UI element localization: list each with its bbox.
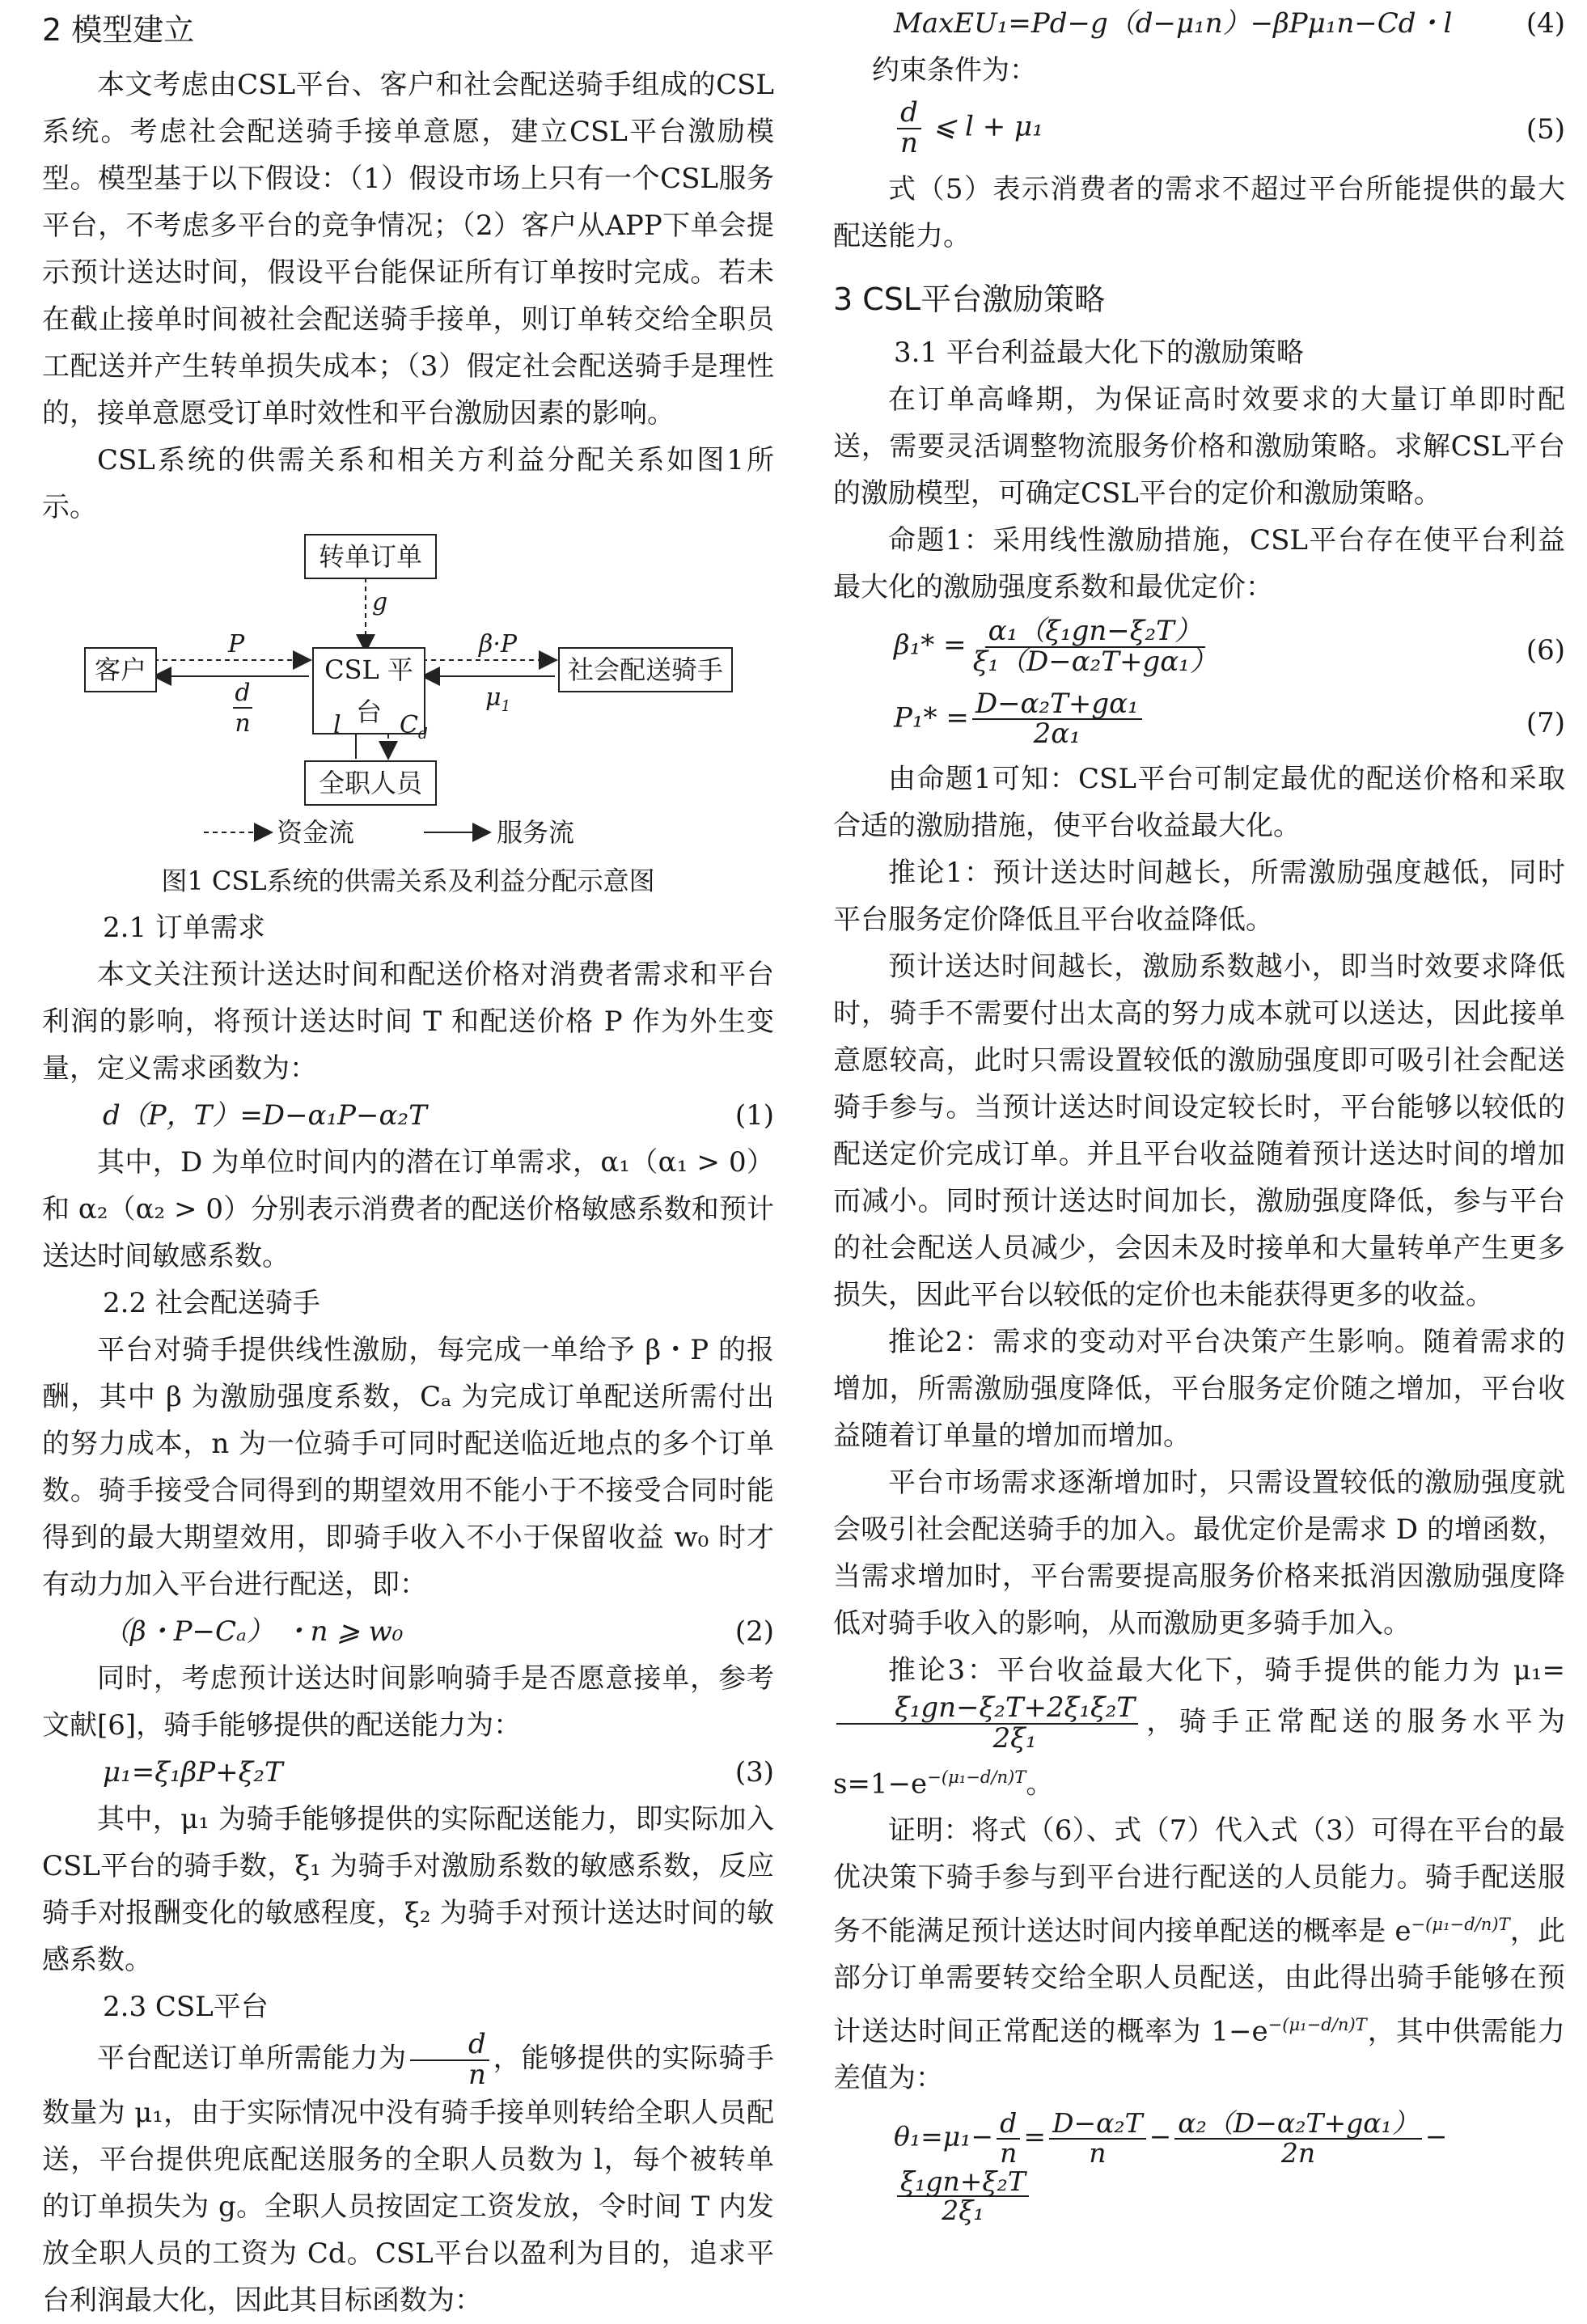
equation-8-f4-numerator: ξ₁gn+ξ₂T [897, 2168, 1029, 2198]
equation-8-fraction-1 [997, 2107, 1020, 2169]
equation-8-fraction-4 [897, 2165, 1029, 2227]
equation-6-fraction [970, 615, 1221, 679]
equation-8-minus-2: − [1424, 2121, 1448, 2153]
equation-8-lhs: θ₁=μ₁− [894, 2121, 994, 2153]
left-column [42, 0, 774, 2324]
equation-8-minus-1: − [1149, 2121, 1172, 2153]
label-d: d [233, 679, 252, 709]
section-2-2-paragraph-3: 其中，μ₁ 为骑手能够提供的实际配送能力，即实际加入CSL平台的骑手数，ξ₁ 为骑手对激励系数的敏感系数，反应骑手对报酬变化的敏感程度，ξ₂ 为骑手对预计送达时间的敏感系数。 [42, 1803, 774, 1976]
section-3-1-paragraph-1: 在订单高峰期，为保证高时效要求的大量订单即时配送，需要灵活调整物流服务价格和激励策略。求解CSL平台的激励模型，可确定CSL平台的定价和激励策略。 [833, 383, 1565, 510]
equation-1-body: d（P，T）=D−α₁P−α₂T [103, 1099, 427, 1132]
label-C-sub: d [417, 726, 428, 743]
fraction-numerator: d [410, 2030, 489, 2061]
equation-7-numerator: D−α₂T+gα₁ [972, 690, 1142, 721]
section-2-3-paragraph-1 [42, 2030, 774, 2324]
figure-1-caption: 图1 CSL系统的供需关系及利益分配示意图 [161, 866, 655, 896]
label-beta-P: β·P [479, 630, 518, 658]
corollary-3-text-a: 推论3：平台收益最大化下，骑手提供的能力为 μ₁= [888, 1654, 1565, 1687]
equation-2-number: (2) [734, 1615, 774, 1648]
equation-5-number: (5) [1526, 113, 1565, 146]
equation-7 [833, 684, 1565, 756]
equation-7-denominator: 2α₁ [1033, 718, 1081, 751]
section-3-title: 3 CSL平台激励策略 [833, 282, 1106, 318]
equation-8 [833, 2102, 1565, 2225]
equation-5-fraction [897, 96, 921, 159]
equation-8-f4-denominator: 2ξ₁ [942, 2195, 984, 2227]
corollary-3-denominator: 2ξ₁ [992, 1721, 1037, 1755]
label-Cd [400, 712, 428, 748]
equation-8-fraction-3 [1174, 2107, 1421, 2169]
equation-1-number: (1) [734, 1099, 774, 1132]
label-P: P [228, 630, 245, 658]
proof-text-3: ，其中供需能力差值为： [833, 2015, 1565, 2095]
label-mu: μ [485, 684, 501, 712]
intro-paragraph-1: 本文考虑由CSL平台、客户和社会配送骑手组成的CSL系统。考虑社会配送骑手接单意愿，建立CSL平台激励模型。模型基于以下假设：（1）假设市场上只有一个CSL服务平台，不考虑多平台的竞争情况；（2）客户从APP下单会提示预计送达时间，假设平台能保证所有订单按时完成。若未在截止接单时间被社会配送骑手接单，则订单转交给全职员工配送并产生转单损失成本；（3）假定社会配送骑手是理性的，接单意愿受订单时效性和平台激励因素的影响。 [42, 69, 774, 430]
equation-6 [833, 611, 1565, 683]
proof-text-1: 证明：将式（6）、式（7）代入式（3）可得在平台的最优决策下骑手参与到平台进行配送的人员能力。骑手配送服务不能满足预计送达时间内接单配送的概率是 e [833, 1814, 1565, 1948]
box-fulltime-staff: 全职人员 [304, 760, 437, 806]
section-2-1-title: 2.1 订单需求 [103, 912, 265, 944]
equation-4-number: (4) [1526, 7, 1565, 40]
equation-2-body: （β・P−Cₐ） ・n ⩾ w₀ [103, 1615, 404, 1648]
section-2-1-paragraph-2: 其中，D 为单位时间内的潜在订单需求，α₁（α₁ > 0）和 α₂（α₂ > 0）分别表示消费者的配送价格敏感系数和预计送达时间敏感系数。 [42, 1146, 774, 1272]
proposition-1: 命题1：采用线性激励措施，CSL平台存在使平台利益最大化的激励强度系数和最优定价： [833, 524, 1565, 604]
equation-7-fraction [972, 687, 1142, 751]
label-l: l [333, 711, 341, 739]
box-riders: 社会配送骑手 [558, 647, 733, 692]
equation-5-rest: ⩽ l + μ₁ [933, 110, 1043, 143]
equation-3 [42, 1749, 774, 1796]
equation-4-body: MaxEU₁=Pd−g（d−μ₁n）−βPμ₁n−Cd・l [894, 7, 1453, 40]
legend-service-flow: 服务流 [497, 817, 575, 848]
equation-3-body: μ₁=ξ₁βP+ξ₂T [103, 1756, 283, 1789]
section-2-2-title: 2.2 社会配送骑手 [103, 1287, 320, 1319]
equation-5-explanation: 式（5）表示消费者的需求不超过平台所能提供的最大配送能力。 [833, 173, 1565, 253]
section-2-title: 2 模型建立 [42, 12, 195, 48]
constraint-label: 约束条件为： [872, 54, 1037, 87]
label-g: g [372, 588, 388, 616]
corollary-2-explanation: 平台市场需求逐渐增加时，只需设置较低的激励强度就会吸引社会配送骑手的加入。最优定价是需求 D 的增函数，当需求增加时，平台需要提高服务价格来抵消因激励强度降低对骑手收入的影响，从而激励更多骑手加入。 [833, 1467, 1565, 1640]
equation-7-number: (7) [1526, 706, 1565, 739]
equation-8-f3-denominator: 2n [1280, 2137, 1316, 2169]
label-n: n [235, 709, 251, 738]
section-2-2-paragraph-2: 同时，考虑预计送达时间影响骑手是否愿意接单，参考文献[6]，骑手能够提供的配送能力为： [42, 1662, 774, 1742]
proof-exponent-2: −(μ₁−d/n)T [1267, 2014, 1367, 2035]
section-3-1-title: 3.1 平台利益最大化下的激励策略 [894, 337, 1304, 370]
label-C: C [400, 711, 418, 739]
corollary-3 [833, 1647, 1565, 1807]
equation-4 [833, 0, 1565, 47]
section-2-1-paragraph-1: 本文关注预计送达时间和配送价格对消费者需求和平台利润的影响，将预计送达时间 T 和配送价格 P 作为外生变量，定义需求函数为： [42, 959, 774, 1085]
legend-cash-flow: 资金流 [277, 817, 355, 848]
right-column [833, 0, 1565, 2225]
equation-3-number: (3) [734, 1756, 774, 1789]
proof-text-2: ，此部分订单需要转交给全职人员配送，由此得出骑手能够在预计送达时间正常配送的概率为 1−e [833, 1915, 1565, 2048]
label-mu-sub: 1 [501, 698, 511, 715]
corollary-3-exponent: −(μ₁−d/n)T [927, 1766, 1026, 1787]
figure-1-diagram [42, 531, 774, 878]
fraction-denominator: n [468, 2058, 486, 2091]
label-mu1 [485, 684, 510, 721]
equation-1 [42, 1092, 774, 1139]
section-2-3-title: 2.3 CSL平台 [103, 1991, 269, 2023]
fraction-d-over-n [410, 2030, 489, 2089]
equation-8-f1-numerator: d [997, 2110, 1020, 2140]
corollary-3-text-b: ，骑手正常配送的服务水平为 s=1−e [833, 1705, 1565, 1800]
box-csl-platform: CSL 平台 [312, 647, 425, 734]
equation-6-denominator: ξ₁（D−α₂T+gα₁） [972, 646, 1217, 679]
intro-paragraph-2: CSL系统的供需关系和相关方利益分配关系如图1所示。 [42, 444, 774, 523]
equation-2 [42, 1608, 774, 1655]
equation-6-lhs: β₁* = [894, 629, 967, 662]
equation-8-f2-numerator: D−α₂T [1049, 2110, 1146, 2140]
section-2-3-text-b: ，能够提供的实际骑手数量为 μ₁，由于实际情况中没有骑手接单则转给全职人员配送，平台提供兜底配送服务的全职人员数为 l，每个被转单的订单损失为 g。全职人员按固定工资发放，令时间 T 内发放全职人员的工资为 Cd。CSL平台以盈利为目的，追求平台利润最大化，因此其目标函数为： [42, 2042, 774, 2318]
proof-paragraph [833, 1807, 1565, 2102]
equation-8-fraction-2 [1049, 2107, 1146, 2169]
corollary-3-fraction [836, 1691, 1138, 1755]
corollary-3-end: 。 [1026, 1767, 1054, 1800]
corollary-3-numerator: ξ₁gn−ξ₂T+2ξ₁ξ₂T [836, 1694, 1138, 1725]
equation-8-f1-denominator: n [1000, 2137, 1018, 2169]
corollary-2: 推论2：需求的变动对平台决策产生影响。随着需求的增加，所需激励强度降低，平台服务定价随之增加，平台收益随着订单量的增加而增加。 [833, 1326, 1565, 1453]
box-customer: 客户 [84, 647, 157, 692]
equation-8-equals: = [1023, 2121, 1046, 2153]
section-2-2-paragraph-1: 平台对骑手提供线性激励，每完成一单给予 β・P 的报酬，其中 β 为激励强度系数，Cₐ 为完成订单配送所需付出的努力成本，n 为一位骑手可同时配送临近地点的多个订单数。骑手接受合同得到的期望效用不能小于不接受合同时能得到的最大期望效用，即骑手收入不小于保留收益 w₀ 时才有动力加入平台进行配送，即： [42, 1334, 774, 1601]
box-transfer-orders: 转单订单 [304, 534, 437, 579]
corollary-1-explanation: 预计送达时间越长，激励系数越小，即当时效要求降低时，骑手不需要付出太高的努力成本就可以送达，因此接单意愿较高，此时只需设置较低的激励强度即可吸引社会配送骑手参与。当预计送达时间设定较长时，平台能够以较低的配送定价完成订单。并且平台收益随着预计送达时间的增加而减小。同时预计送达时间加长，激励强度降低，参与平台的社会配送人员减少，会因未及时接单和大量转单产生更多损失，因此平台以较低的定价也未能获得更多的收益。 [833, 950, 1565, 1312]
equation-5 [833, 94, 1565, 166]
equation-6-numerator: α₁（ξ₁gn−ξ₂T） [985, 617, 1205, 648]
proof-exponent-1: −(μ₁−d/n)T [1411, 1913, 1510, 1934]
equation-5-denominator: n [900, 126, 918, 159]
equation-7-lhs: P₁* = [894, 701, 969, 734]
proposition-1-explanation: 由命题1可知：CSL平台可制定最优的配送价格和采取合适的激励措施，使平台收益最大化。 [833, 763, 1565, 843]
equation-8-f3-numerator: α₂（D−α₂T+gα₁） [1174, 2110, 1421, 2140]
section-2-3-text-a: 平台配送订单所需能力为 [97, 2042, 407, 2075]
equation-6-number: (6) [1526, 634, 1565, 667]
equation-8-f2-denominator: n [1089, 2137, 1107, 2169]
corollary-1: 推论1：预计送达时间越长，所需激励强度越低，同时平台服务定价降低且平台收益降低。 [833, 857, 1565, 937]
equation-5-numerator: d [897, 99, 921, 129]
